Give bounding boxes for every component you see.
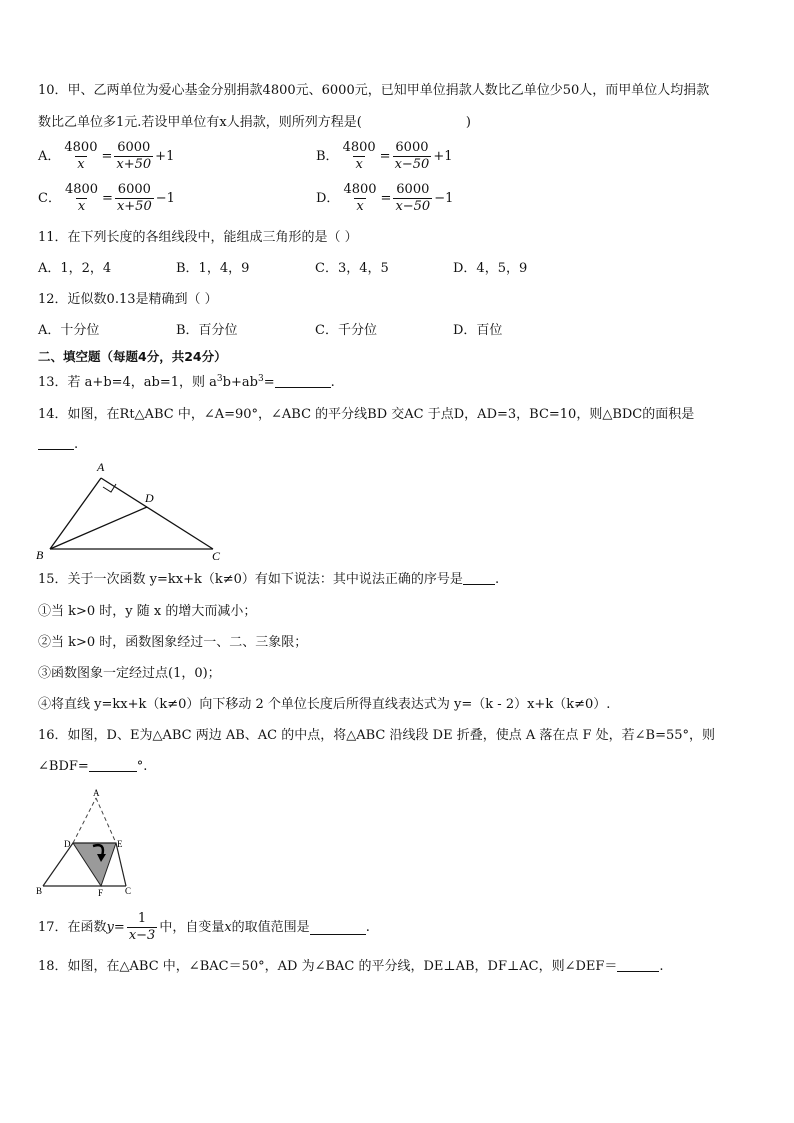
q18-answer-blank[interactable] <box>617 958 659 972</box>
label-e: E <box>117 839 123 849</box>
q13 <box>38 374 335 392</box>
fraction: $\frac{6000}{x-50}$ <box>394 140 430 172</box>
q10-option-d: D． $\frac{4800}{x}$ = $\frac{6000}{x-50}$ −1 <box>316 182 454 214</box>
q16-post: °. <box>136 759 148 774</box>
q12-option-a: A．十分位 <box>38 323 100 338</box>
q10-option-a: A． $\frac{4800}{x}$ = $\frac{6000}{x+50}$ +1 <box>38 140 175 172</box>
q11-option-b: B．1，4，9 <box>176 261 250 276</box>
q13-answer-blank[interactable] <box>275 374 331 388</box>
q12-option-b: B．百分位 <box>176 323 238 338</box>
label-d: D <box>64 839 71 849</box>
fraction: $\frac{4800}{x}$ <box>64 182 99 214</box>
q17-answer-blank[interactable] <box>310 921 366 935</box>
label-f: F <box>98 888 104 898</box>
option-tail: +1 <box>155 148 175 164</box>
q17 <box>38 911 370 944</box>
q13-end: . <box>330 375 335 390</box>
q13-sup1: 3 <box>216 374 223 384</box>
option-label: B． <box>316 148 339 164</box>
fraction: $\frac{6000}{x-50}$ <box>395 182 431 214</box>
dashed-ad <box>73 798 96 843</box>
q17-eq: = <box>113 919 125 935</box>
q17-end: . <box>365 919 370 935</box>
q17-post: 的取值范围是 <box>231 919 310 935</box>
q13-post: = <box>263 375 275 390</box>
q17-pre: 17．在函数 <box>38 919 107 935</box>
fraction: $\frac{4800}{x}$ <box>343 182 377 214</box>
segment-ec <box>116 843 126 886</box>
q15-item-4: ④将直线 y=kx+k（k≠0）向下移动 2 个单位长度后所得直线表达式为 y=（k - 2）x+k（k≠0）. <box>38 697 611 712</box>
q14-triangle-figure <box>30 458 230 562</box>
q17-var-y: y <box>106 919 114 935</box>
q18-end: . <box>659 959 664 974</box>
fraction: $\frac{4800}{x}$ <box>342 140 376 172</box>
q14-end: . <box>74 437 79 452</box>
q12-option-c: C．千分位 <box>315 323 377 338</box>
q16-line1: 16．如图，D、E为△ABC 两边 AB、AC 的中点，将△ABC 沿线段 DE 折叠，使点 A 落在点 F 处，若∠B=55°，则 <box>38 728 716 743</box>
q17-fraction: $\frac{1}{x-3}$ <box>128 911 156 943</box>
q15-line1 <box>38 571 499 589</box>
q15-end: . <box>494 572 500 587</box>
q11-option-a: A．1，2，4 <box>38 261 112 276</box>
option-tail: −1 <box>434 190 454 206</box>
segment-bd <box>43 843 73 886</box>
q17-var-x: x <box>224 919 232 935</box>
q18-text: 18．如图，在△ABC 中，∠BAC＝50°，AD 为∠BAC 的平分线，DE⊥AB，DF⊥AC，则∠DEF＝ <box>38 959 618 974</box>
dashed-ae <box>96 798 116 843</box>
q14-answer-blank[interactable] <box>38 436 74 450</box>
q15-item-3: ③函数图象一定经过点(1，0)； <box>38 666 221 681</box>
q15-item-1: ①当 k>0 时，y 随 x 的增大而减小； <box>38 604 257 619</box>
fraction: $\frac{4800}{x}$ <box>64 140 98 172</box>
segment-ac <box>101 478 213 549</box>
q18 <box>38 958 664 976</box>
label-c: C <box>212 549 221 562</box>
q10-line1: 10．甲、乙两单位为爱心基金分别捐款4800元、6000元，已知甲单位捐款人数比乙单位少50人，而甲单位人均捐款 <box>38 83 710 98</box>
q12-option-d: D．百位 <box>453 323 503 338</box>
label-a: A <box>97 460 105 474</box>
q12-text: 12．近似数0.13是精确到（ ） <box>38 292 218 307</box>
label-d: D <box>145 491 154 505</box>
q11-option-c: C．3，4，5 <box>315 261 389 276</box>
q16-pre: ∠BDF= <box>38 759 89 774</box>
q10-option-b: B． $\frac{4800}{x}$ = $\frac{6000}{x-50}$ +1 <box>316 140 453 172</box>
option-tail: +1 <box>433 148 453 164</box>
q17-mid: 中，自变量 <box>159 919 225 935</box>
q11-text: 11．在下列长度的各组线段中，能组成三角形的是（ ） <box>38 230 358 245</box>
q15-answer-blank[interactable] <box>463 571 495 585</box>
q16-answer-blank[interactable] <box>89 758 137 772</box>
right-angle-mark <box>103 484 116 492</box>
q16-fold-figure <box>34 786 138 898</box>
option-label: D． <box>316 190 340 206</box>
fraction: $\frac{6000}{x+50}$ <box>116 140 152 172</box>
option-tail: −1 <box>155 190 175 206</box>
q11-option-d: D．4，5，9 <box>453 261 528 276</box>
q14-line2 <box>38 436 78 454</box>
option-label: A． <box>38 148 61 164</box>
q10-paren-close: ) <box>465 115 471 130</box>
label-b: B <box>36 548 44 562</box>
q13-sup2: 3 <box>257 374 264 384</box>
q10-line2 <box>38 114 471 132</box>
q15-text: 15．关于一次函数 y=kx+k（k≠0）有如下说法：其中说法正确的序号是 <box>38 572 463 587</box>
folded-triangle-def <box>73 843 116 886</box>
fraction: $\frac{6000}{x+50}$ <box>116 182 152 214</box>
q15-item-2: ②当 k>0 时，函数图象经过一、二、三象限； <box>38 635 308 650</box>
q14-line1: 14．如图，在Rt△ABC 中，∠A=90°，∠ABC 的平分线BD 交AC 于点D，AD=3，BC=10，则△BDC的面积是 <box>38 407 695 422</box>
section-heading-fill-in: 二、填空题（每题4分，共24分） <box>38 349 227 364</box>
q10-option-c: C． $\frac{4800}{x}$ = $\frac{6000}{x+50}$ −1 <box>38 182 175 214</box>
q10-line2-text: 数比乙单位多1元.若设甲单位有x人捐款，则所列方程是( <box>38 115 362 130</box>
label-b: B <box>36 886 43 896</box>
q16-line2 <box>38 758 147 776</box>
option-label: C． <box>38 190 61 206</box>
label-c: C <box>125 886 132 896</box>
q13-pre: 13．若 a+b=4，ab=1，则 a <box>38 375 217 390</box>
q13-mid: b+ab <box>222 375 258 390</box>
label-a: A <box>93 788 100 798</box>
